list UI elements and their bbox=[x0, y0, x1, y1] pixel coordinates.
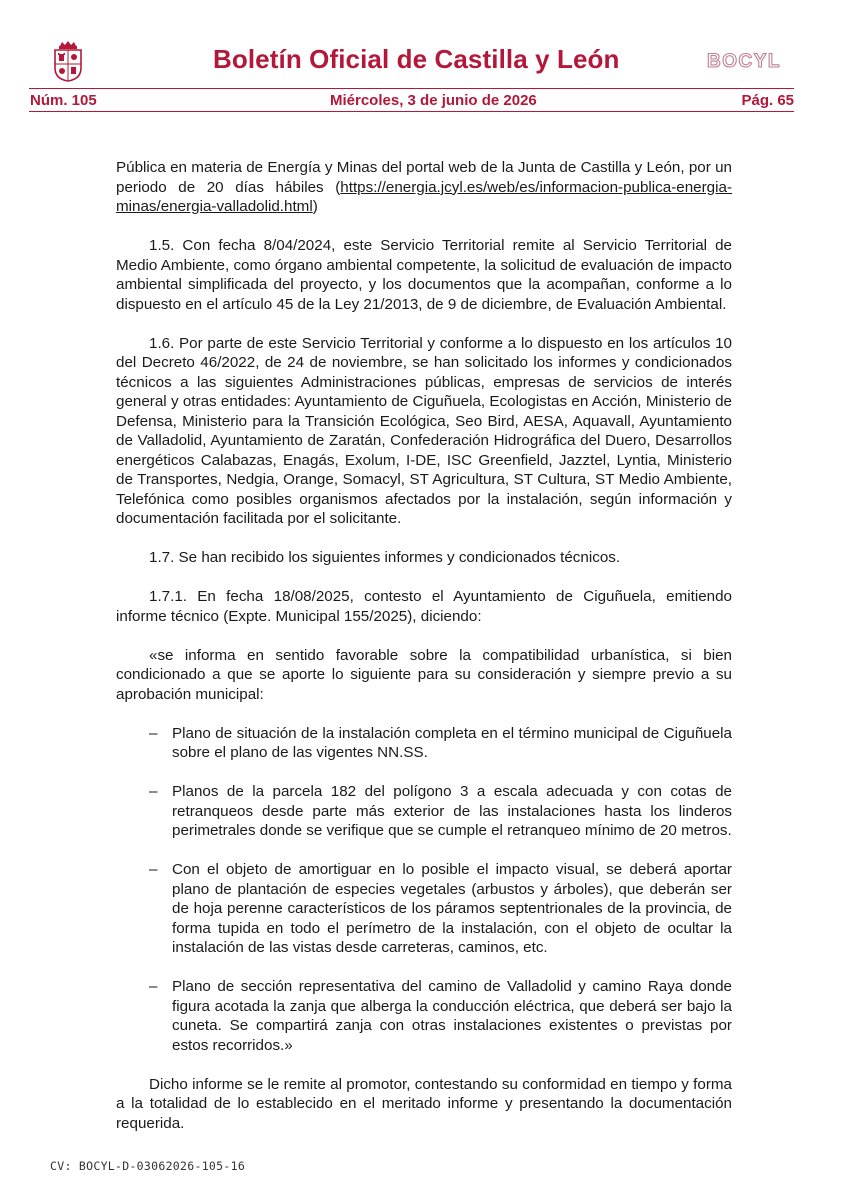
bocyl-logo: BOCYL bbox=[707, 51, 781, 72]
dash-bullet: – bbox=[149, 783, 158, 800]
quoted-report-intro: «se informa en sentido favorable sobre la compatibilidad urbanística, si bien condicionado a que se aporte lo siguiente para su consideración y siempre previo a su aprobación municipal: bbox=[116, 646, 732, 703]
header-divider-top bbox=[29, 88, 794, 89]
list-item: – Planos de la parcela 182 del polígono 3 a escala adecuada y con cotas de retranqueos desde parte más exterior de las instalaciones hasta los linderos perimetrales donde se verifique que se cumple el retranqueo mínimo de 20 metros. bbox=[149, 783, 732, 839]
page-number: Pág. 65 bbox=[741, 92, 794, 109]
list-item: – Plano de situación de la instalación completa en el término municipal de Ciguñuela sobre el plano de las vigentes NN.SS. bbox=[149, 724, 732, 761]
dash-bullet: – bbox=[149, 861, 158, 878]
header-divider-bottom bbox=[29, 111, 794, 112]
requirements-list bbox=[116, 724, 732, 1056]
issue-number: Núm. 105 bbox=[30, 92, 97, 109]
issue-date: Miércoles, 3 de junio de 2026 bbox=[330, 92, 537, 109]
page-title: Boletín Oficial de Castilla y León bbox=[213, 44, 620, 74]
paragraph-1-5: 1.5. Con fecha 8/04/2024, este Servicio Territorial remite al Servicio Territorial de Medio Ambiente, como órgano ambiental competente, la solicitud de evaluación de impacto ambiental simplificada del proyecto, y los documentos que la acompañan, conforme a lo dispuesto en el artículo 45 de la Ley 21/2013, de 9 de diciembre, de Evaluación Ambiental. bbox=[116, 237, 732, 313]
page-header bbox=[0, 0, 849, 109]
paragraph-closing: Dicho informe se le remite al promotor, contestando su conformidad en tiempo y forma a la totalidad de lo establecido en el meritado informe y presentando la documentación requerida. bbox=[116, 1075, 732, 1132]
castilla-leon-crest-icon bbox=[52, 40, 84, 82]
paragraph-1-7-1: 1.7.1. En fecha 18/08/2025, contesto el Ayuntamiento de Ciguñuela, emitiendo informe técnico (Expte. Municipal 155/2025), diciendo: bbox=[116, 588, 732, 625]
list-item: – Plano de sección representativa del camino de Valladolid y camino Raya donde figura acotada la zanja que alberga la conducción eléctrica, que deberá ser bajo la cuneta. Se compartirá zanja con otras instalaciones existentes o previstas por estos recorridos.» bbox=[149, 978, 732, 1054]
paragraph-continuation: Pública en materia de Energía y Minas del portal web de la Junta de Castilla y León, por un periodo de 20 días hábiles (https://energia.jcyl.es/web/es/informacion-publica-energia-minas/energia-valladolid.html) bbox=[116, 159, 732, 215]
dash-bullet: – bbox=[149, 978, 158, 995]
document-body bbox=[116, 158, 732, 1153]
paragraph-1-7: 1.7. Se han recibido los siguientes informes y condicionados técnicos. bbox=[149, 549, 621, 566]
information-link[interactable]: https://energia.jcyl.es/web/es/informacion-publica-energia-minas/energia-valladolid.html bbox=[116, 178, 732, 215]
list-item: – Con el objeto de amortiguar en lo posible el impacto visual, se deberá aportar plano de plantación de especies vegetales (arbustos y árboles), que deberán ser de hoja perenne característicos de los páramos septentrionales de la provincia, de forma tupida en todo el perímetro de la instalación, con el objeto de ocultar la instalación de las vistas desde carreteras, caminos, etc. bbox=[149, 861, 732, 956]
dash-bullet: – bbox=[149, 724, 158, 742]
paragraph-1-6: 1.6. Por parte de este Servicio Territorial y conforme a lo dispuesto en los artículos 10 del Decreto 46/2022, de 24 de noviembre, se han solicitado los informes y condicionados técnicos a las siguientes Administraciones públicas, empresas de servicios de interés general y otras entidades: Ayuntamiento de Ciguñuela, Ecologistas en Acción, Ministerio de Defensa, Ministerio para la Transición Ecológica, Seo Bird, AESA, Aquavall, Ayuntamiento de Valladolid, Ayuntamiento de Zaratán, Confederación Hidrográfica del Duero, Desarrollos energéticos Calabazas, Enagás, Exolum, I-DE, ISC Greenfield, Jazztel, Lyntia, Ministerio de Transportes, Nedgia, Orange, Somacyl, ST Agricultura, ST Cultura, ST Medio Ambiente, Telefónica como posibles organismos afectados por la instalación, según información y documentación facilitada por el solicitante. bbox=[116, 334, 732, 527]
cv-code: CV: BOCYL-D-03062026-105-16 bbox=[50, 1159, 246, 1173]
